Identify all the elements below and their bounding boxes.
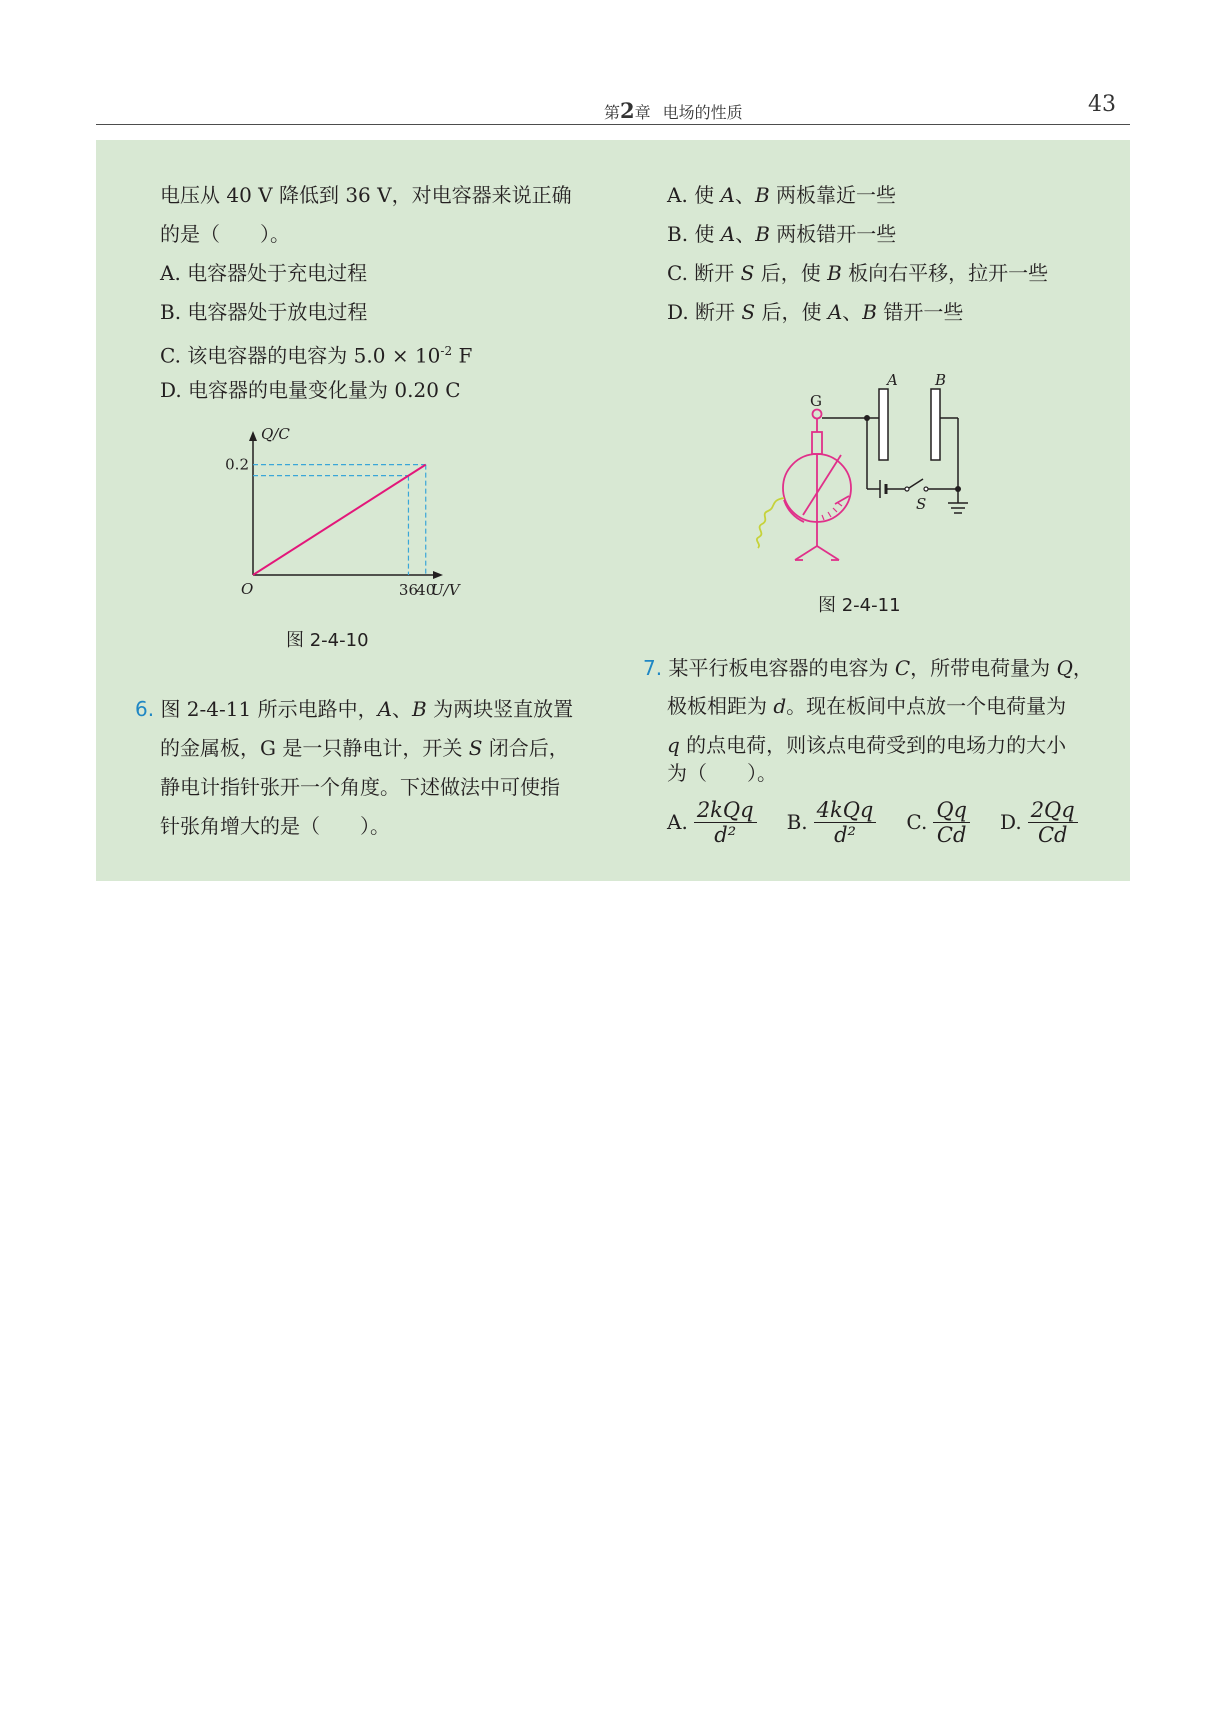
q7-option-d-denominator: Cd (1037, 822, 1068, 847)
q7-option-b-denominator: d² (834, 822, 856, 847)
chapter-number: 2 (620, 98, 635, 123)
q7-line-3 (667, 733, 1066, 757)
q6-var-b: B (412, 697, 427, 721)
q6-option-d (667, 300, 963, 324)
y-axis-label: Q/C (261, 425, 290, 443)
q7-line-2-pre: 极板相距为 (667, 694, 774, 718)
x-axis-arrow (433, 571, 443, 579)
q7-option-a (667, 798, 757, 847)
page-header (96, 92, 1130, 125)
q6-opt-c-post: 板向右平移，拉开一些 (841, 261, 1049, 285)
origin-label: O (241, 580, 254, 598)
q7-line-2 (667, 694, 1066, 718)
q6-opt-b-post: 两板错开一些 (769, 222, 897, 246)
q7-line-1-pre: 某平行板电容器的电容为 (668, 656, 895, 680)
q7-var-q-upper: Q (1056, 656, 1073, 680)
q6-opt-b-var-b: B (755, 222, 770, 246)
q6-opt-c-var-s: S (740, 261, 755, 285)
q6-opt-a-var-a: A (720, 183, 735, 207)
q7-number: 7. (643, 656, 663, 680)
x-axis-label: U/V (431, 581, 460, 599)
q-u-chart (220, 425, 460, 610)
y-tick-0-2: 0.2 (225, 455, 249, 474)
q7-option-a-numerator: 2kQq (694, 798, 757, 823)
switch-contact-left (905, 487, 909, 491)
q6-opt-c-pre: C. 断开 (667, 261, 741, 285)
q6-var-a: A (377, 697, 393, 721)
x-tick-40: 40 (416, 581, 436, 599)
data-line (253, 465, 426, 575)
q7-line-2-post: 。现在板间中点放一个电荷量为 (786, 694, 1067, 718)
q7-option-d-label: D. (1000, 810, 1022, 834)
q7-line-1-mid: ，所带电荷量为 (910, 656, 1057, 680)
q6-line-3: 静电计指针张开一个角度。下述做法中可使指 (160, 775, 560, 799)
switch-contact-right (924, 487, 928, 491)
q7-option-d-numerator: 2Qq (1028, 798, 1078, 823)
q6-opt-b-sep: 、 (735, 222, 756, 246)
q7-option-c (906, 798, 970, 847)
figure-caption-2-4-10: 图 2-4-10 (286, 630, 369, 651)
q5-option-c-exponent: -2 (440, 344, 453, 358)
plate-b-label: B (935, 371, 947, 389)
q7-option-b-label: B. (786, 810, 808, 834)
q5-option-a: A. 电容器处于充电过程 (160, 261, 368, 285)
q7-option-b (787, 798, 877, 847)
q6-opt-d-mid: 后，使 (755, 300, 828, 324)
electrometer-circuit-diagram (740, 368, 990, 578)
chapter-heading (604, 98, 743, 123)
q5-line-2: 的是（ ）。 (160, 222, 290, 246)
q6-opt-b-var-a: A (720, 222, 736, 246)
q5-line-1: 电压从 40 V 降低到 36 V，对电容器来说正确 (160, 183, 572, 207)
plate-a-label: A (887, 371, 898, 389)
figure-caption-2-4-11: 图 2-4-11 (818, 595, 901, 616)
q7-line-3-post: 的点电荷，则该点电荷受到的电场力的大小 (679, 733, 1067, 757)
q6-opt-d-var-a: A (827, 300, 843, 324)
q7-option-a-label: A. (667, 810, 688, 834)
plate-a (879, 389, 888, 460)
q6-opt-a-sep: 、 (734, 183, 755, 207)
q6-opt-c-var-b: B (827, 261, 842, 285)
q6-number: 6. (135, 697, 155, 721)
chapter-prefix: 第 (604, 103, 621, 122)
q6-opt-d-post: 错开一些 (876, 300, 964, 324)
q6-opt-d-pre: D. 断开 (667, 300, 742, 324)
q6-opt-d-var-s: S (741, 300, 756, 324)
page-number: 43 (1088, 92, 1116, 117)
q6-line-1 (135, 697, 573, 721)
q5-option-c (160, 339, 472, 368)
q6-option-c (667, 261, 1048, 285)
ground-wire-icon (757, 498, 784, 548)
q7-var-q-lower: q (667, 733, 680, 757)
plate-b (931, 389, 940, 460)
q7-line-4: 为（ ）。 (667, 761, 777, 785)
q6-option-b (667, 222, 896, 246)
q7-option-a-denominator: d² (714, 822, 737, 847)
q6-opt-b-pre: B. 使 (667, 222, 721, 246)
q6-opt-a-post: 两板靠近一些 (769, 183, 897, 207)
q6-var-s: S (468, 736, 483, 760)
q6-opt-c-mid: 后，使 (754, 261, 828, 285)
q7-option-c-numerator: Qq (933, 798, 970, 823)
switch-blade (909, 479, 923, 488)
q6-option-a (667, 183, 896, 207)
q6-opt-a-var-b: B (754, 183, 770, 207)
q7-option-c-label: C. (906, 810, 928, 834)
q5-option-b: B. 电容器处于放电过程 (160, 300, 368, 324)
q7-line-1 (643, 656, 1093, 680)
q5-option-d: D. 电容器的电量变化量为 0.20 C (160, 378, 461, 402)
q7-line-1-end: ， (1072, 656, 1093, 680)
q5-option-c-text: C. 该电容器的电容为 5.0 × 10 (160, 343, 441, 368)
q6-opt-d-sep: 、 (842, 300, 863, 324)
q7-var-d: d (773, 694, 787, 718)
q7-option-d (1000, 798, 1078, 847)
q6-line-1-text: 图 2-4-11 所示电路中， (160, 697, 378, 721)
q6-line-4: 针张角增大的是（ ）。 (160, 814, 390, 838)
q7-var-c: C (894, 656, 911, 680)
q5-option-c-unit: F (452, 343, 473, 368)
q7-option-d-fraction (1028, 798, 1078, 847)
switch-label: S (916, 495, 927, 513)
q6-line-2-pre: 的金属板，G 是一只静电计，开关 (160, 736, 469, 760)
q7-option-c-fraction (933, 798, 970, 847)
electrometer-label: G (810, 392, 822, 410)
q7-option-c-denominator: Cd (936, 822, 967, 847)
q6-separator: 、 (392, 697, 413, 721)
q6-opt-d-var-b: B (862, 300, 877, 324)
q7-options (667, 792, 1108, 852)
x-tick-36: 36 (398, 581, 419, 599)
electrometer-g (783, 410, 851, 561)
q6-line-2 (160, 736, 569, 760)
chapter-title: 电场的性质 (662, 103, 743, 122)
chapter-suffix: 章 (634, 103, 651, 122)
q6-line-2-post: 闭合后， (482, 736, 569, 760)
electrometer-scale-ticks (822, 503, 842, 520)
q7-option-b-numerator: 4kQq (814, 798, 877, 823)
q6-line-1-rest: 为两块竖直放置 (426, 697, 574, 721)
q7-option-b-fraction (814, 798, 877, 847)
q6-opt-a-pre: A. 使 (667, 183, 721, 207)
q7-option-a-fraction (694, 798, 757, 847)
